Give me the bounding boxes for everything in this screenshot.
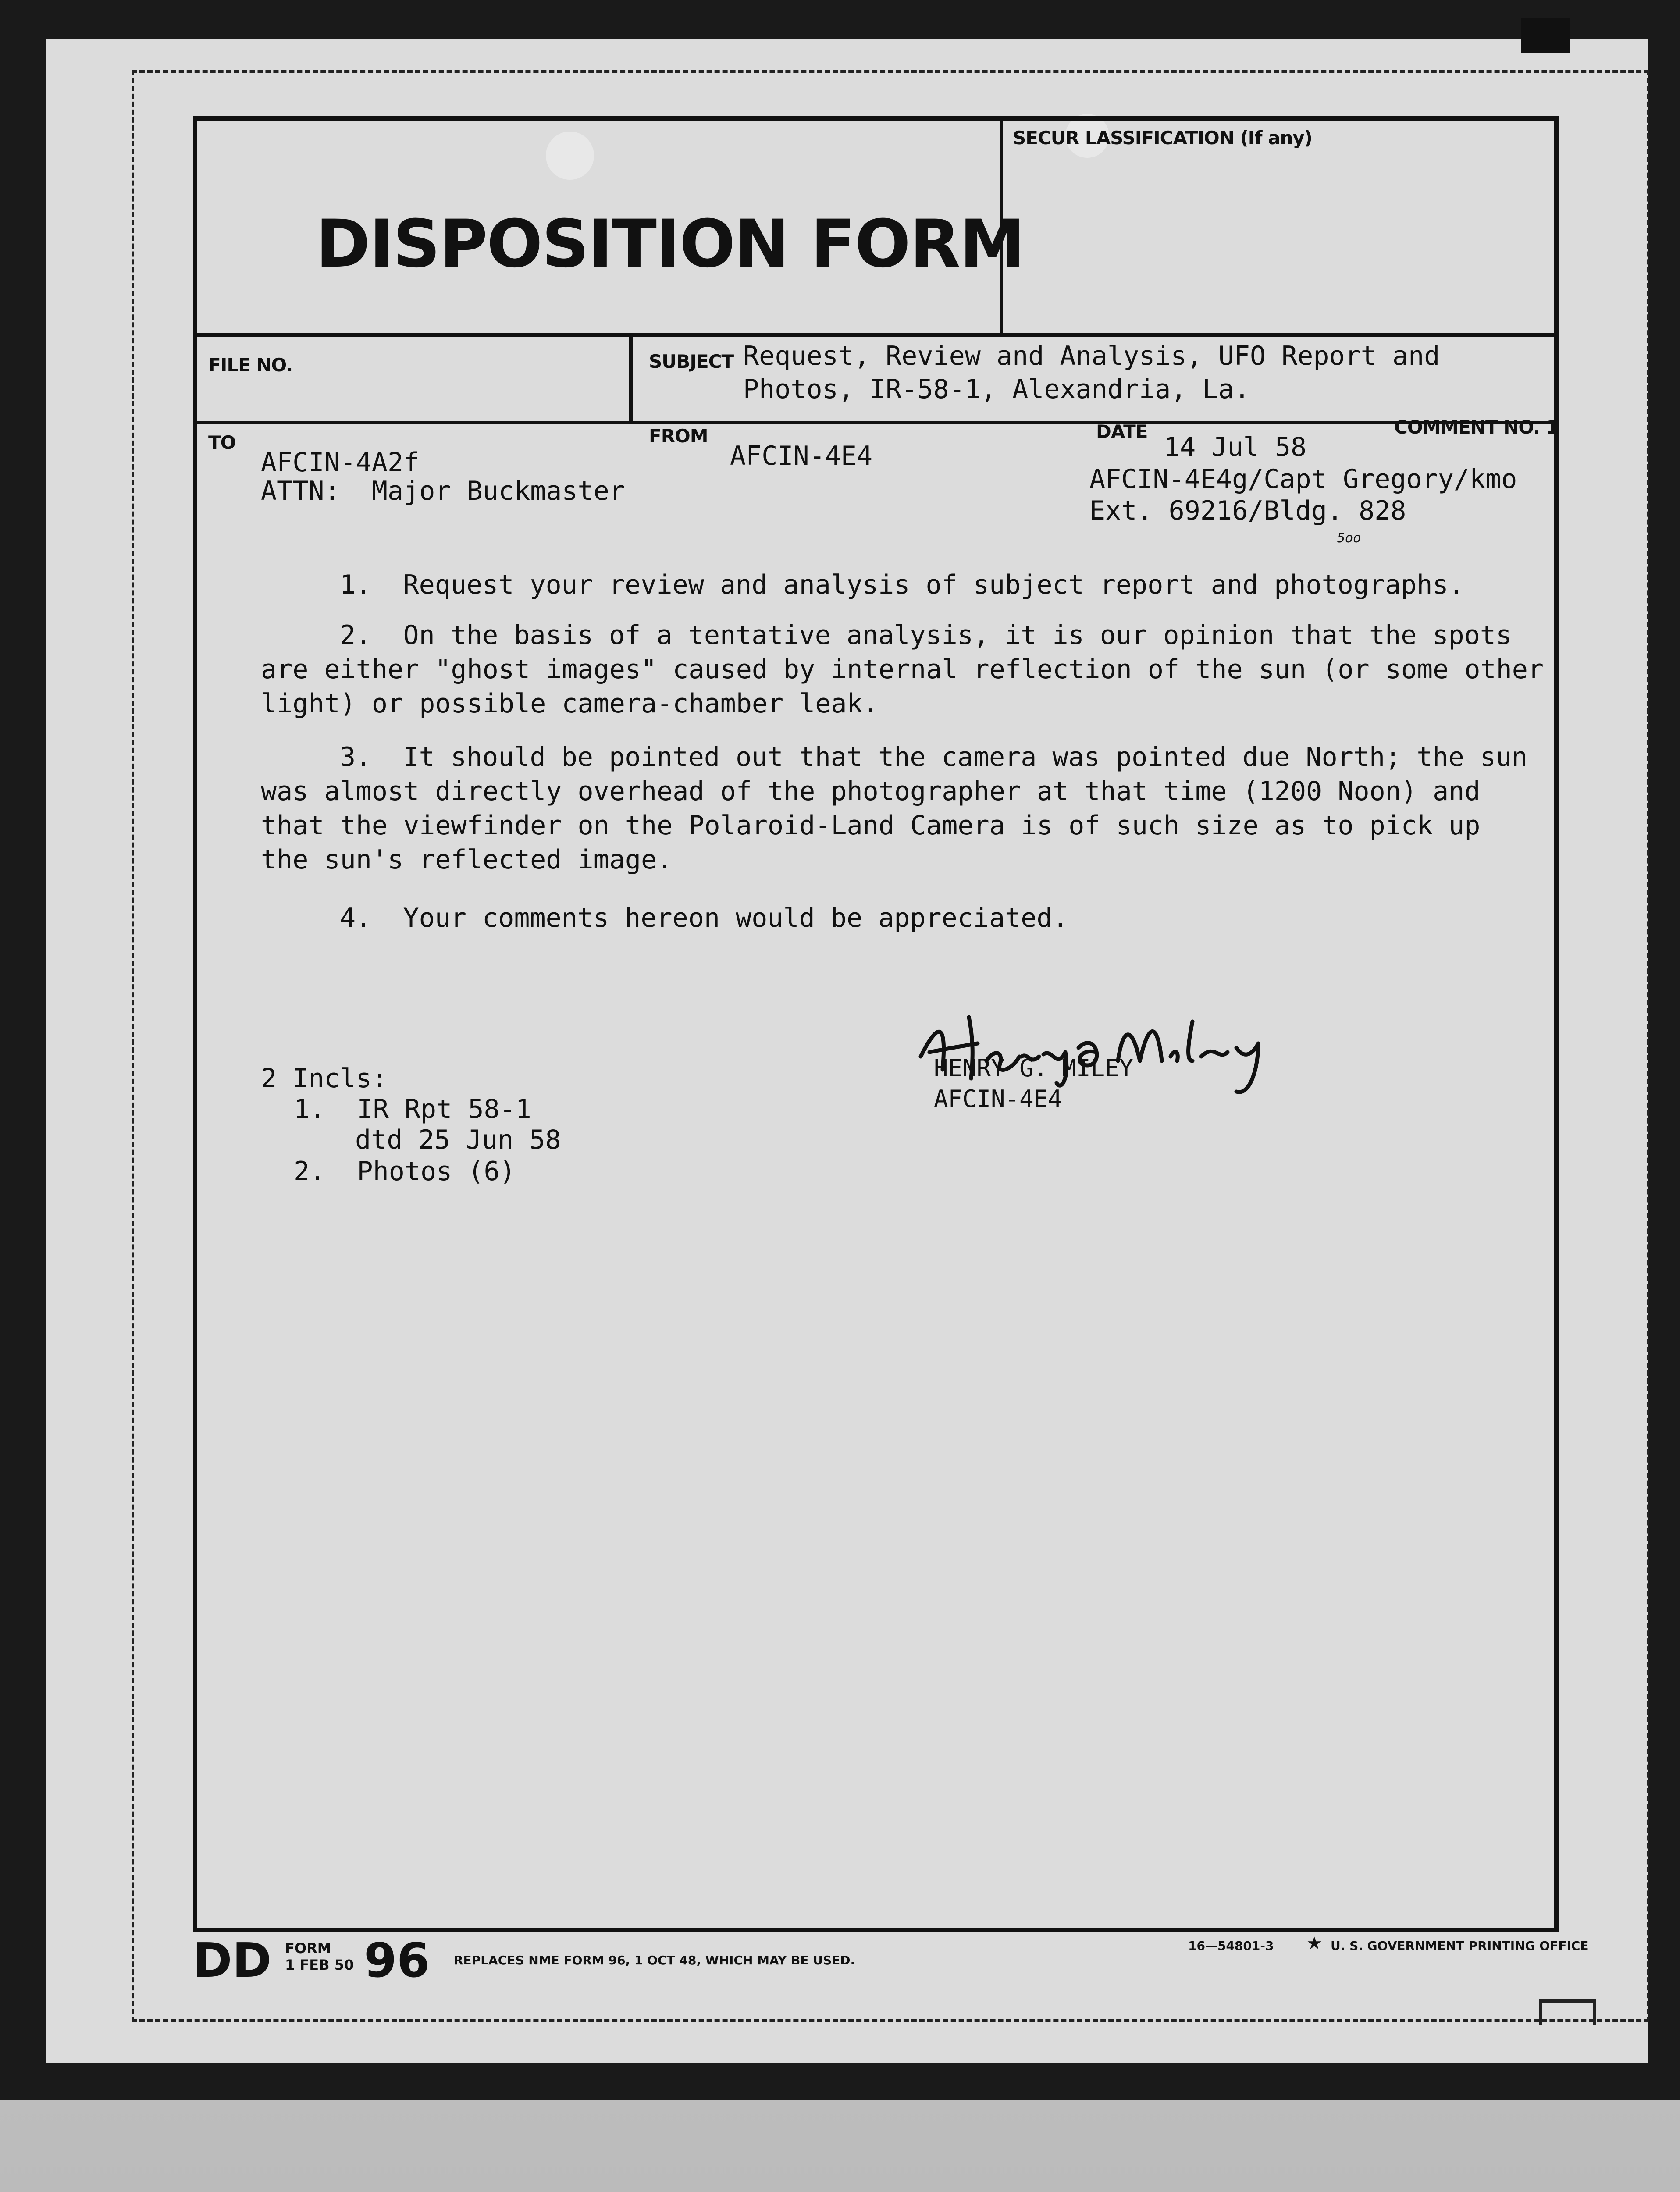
rule-file-subject-divider <box>629 333 633 423</box>
to-line-1: AFCIN-4A2f <box>261 447 420 478</box>
from-value: AFCIN-4E4 <box>730 441 873 471</box>
to-label: TO <box>208 432 236 453</box>
footer-star-icon: ★ <box>1306 1933 1322 1954</box>
subject-line-2: Photos, IR-58-1, Alexandria, La. <box>743 374 1250 405</box>
reference-line-1: AFCIN-4E4g/Capt Gregory/kmo <box>1089 464 1517 495</box>
form-title: DISPOSITION FORM <box>316 206 1024 282</box>
rule-below-subject <box>193 421 1559 424</box>
reference-line-2: Ext. 69216/Bldg. 828 <box>1089 495 1406 526</box>
paragraph-2-line-2: are either "ghost images" caused by internal reflection of the sun (or some other <box>261 654 1544 685</box>
corner-mark <box>1521 18 1570 53</box>
paragraph-4: 4. Your comments hereon would be appreciated. <box>340 903 1068 933</box>
paragraph-3-line-2: was almost directly overhead of the photographer at that time (1200 Noon) and <box>261 776 1481 807</box>
security-classification-label: SECUR LASSIFICATION (If any) <box>1013 127 1313 149</box>
inclosure-1-line-1: 1. IR Rpt 58-1 <box>294 1094 531 1124</box>
footer-form-date: 1 FEB 50 <box>285 1957 354 1973</box>
from-label: FROM <box>649 425 708 447</box>
date-label: DATE <box>1096 421 1148 442</box>
footer-form-number: 96 <box>364 1933 430 1988</box>
inclosure-2: 2. Photos (6) <box>294 1156 516 1187</box>
paragraph-3-line-1: 3. It should be pointed out that the camera was pointed due North; the sun <box>340 742 1528 772</box>
paragraph-1: 1. Request your review and analysis of subject report and photographs. <box>340 569 1464 600</box>
subject-label: SUBJECT <box>649 351 734 372</box>
to-line-2: ATTN: Major Buckmaster <box>261 476 625 506</box>
file-no-label: FILE NO. <box>208 354 293 376</box>
date-value: 14 Jul 58 <box>1164 432 1307 463</box>
footer-dd: DD <box>193 1933 272 1988</box>
corner-mark <box>1539 1999 1596 2025</box>
reference-note: 5oo <box>1337 530 1361 546</box>
paragraph-3-line-3: that the viewfinder on the Polaroid-Land Camera is of such size as to pick up <box>261 810 1481 841</box>
footer-printer: U. S. GOVERNMENT PRINTING OFFICE <box>1331 1939 1589 1953</box>
signer-name: HENRY G. MILEY <box>934 1054 1134 1082</box>
footer-replaces-note: REPLACES NME FORM 96, 1 OCT 48, WHICH MAY BE USED. <box>454 1953 855 1968</box>
footer-form-label: FORM <box>285 1940 331 1957</box>
footer-print-code: 16—54801-3 <box>1188 1939 1274 1953</box>
rule-below-title <box>193 333 1559 337</box>
signer-office: AFCIN-4E4 <box>934 1085 1062 1113</box>
comment-number-label: COMMENT NO. 1 <box>1394 416 1558 438</box>
footer-form-block <box>285 1940 354 1973</box>
scan-background-lower <box>0 2100 1680 2192</box>
inclosure-1-line-2: dtd 25 Jun 58 <box>355 1124 561 1155</box>
paragraph-3-line-4: the sun's reflected image. <box>261 844 673 875</box>
subject-line-1: Request, Review and Analysis, UFO Report and <box>743 341 1440 371</box>
paragraph-2-line-1: 2. On the basis of a tentative analysis, it is our opinion that the spots <box>340 620 1512 651</box>
inclosures-header: 2 Incls: <box>261 1063 388 1094</box>
paragraph-2-line-3: light) or possible camera-chamber leak. <box>261 688 879 719</box>
